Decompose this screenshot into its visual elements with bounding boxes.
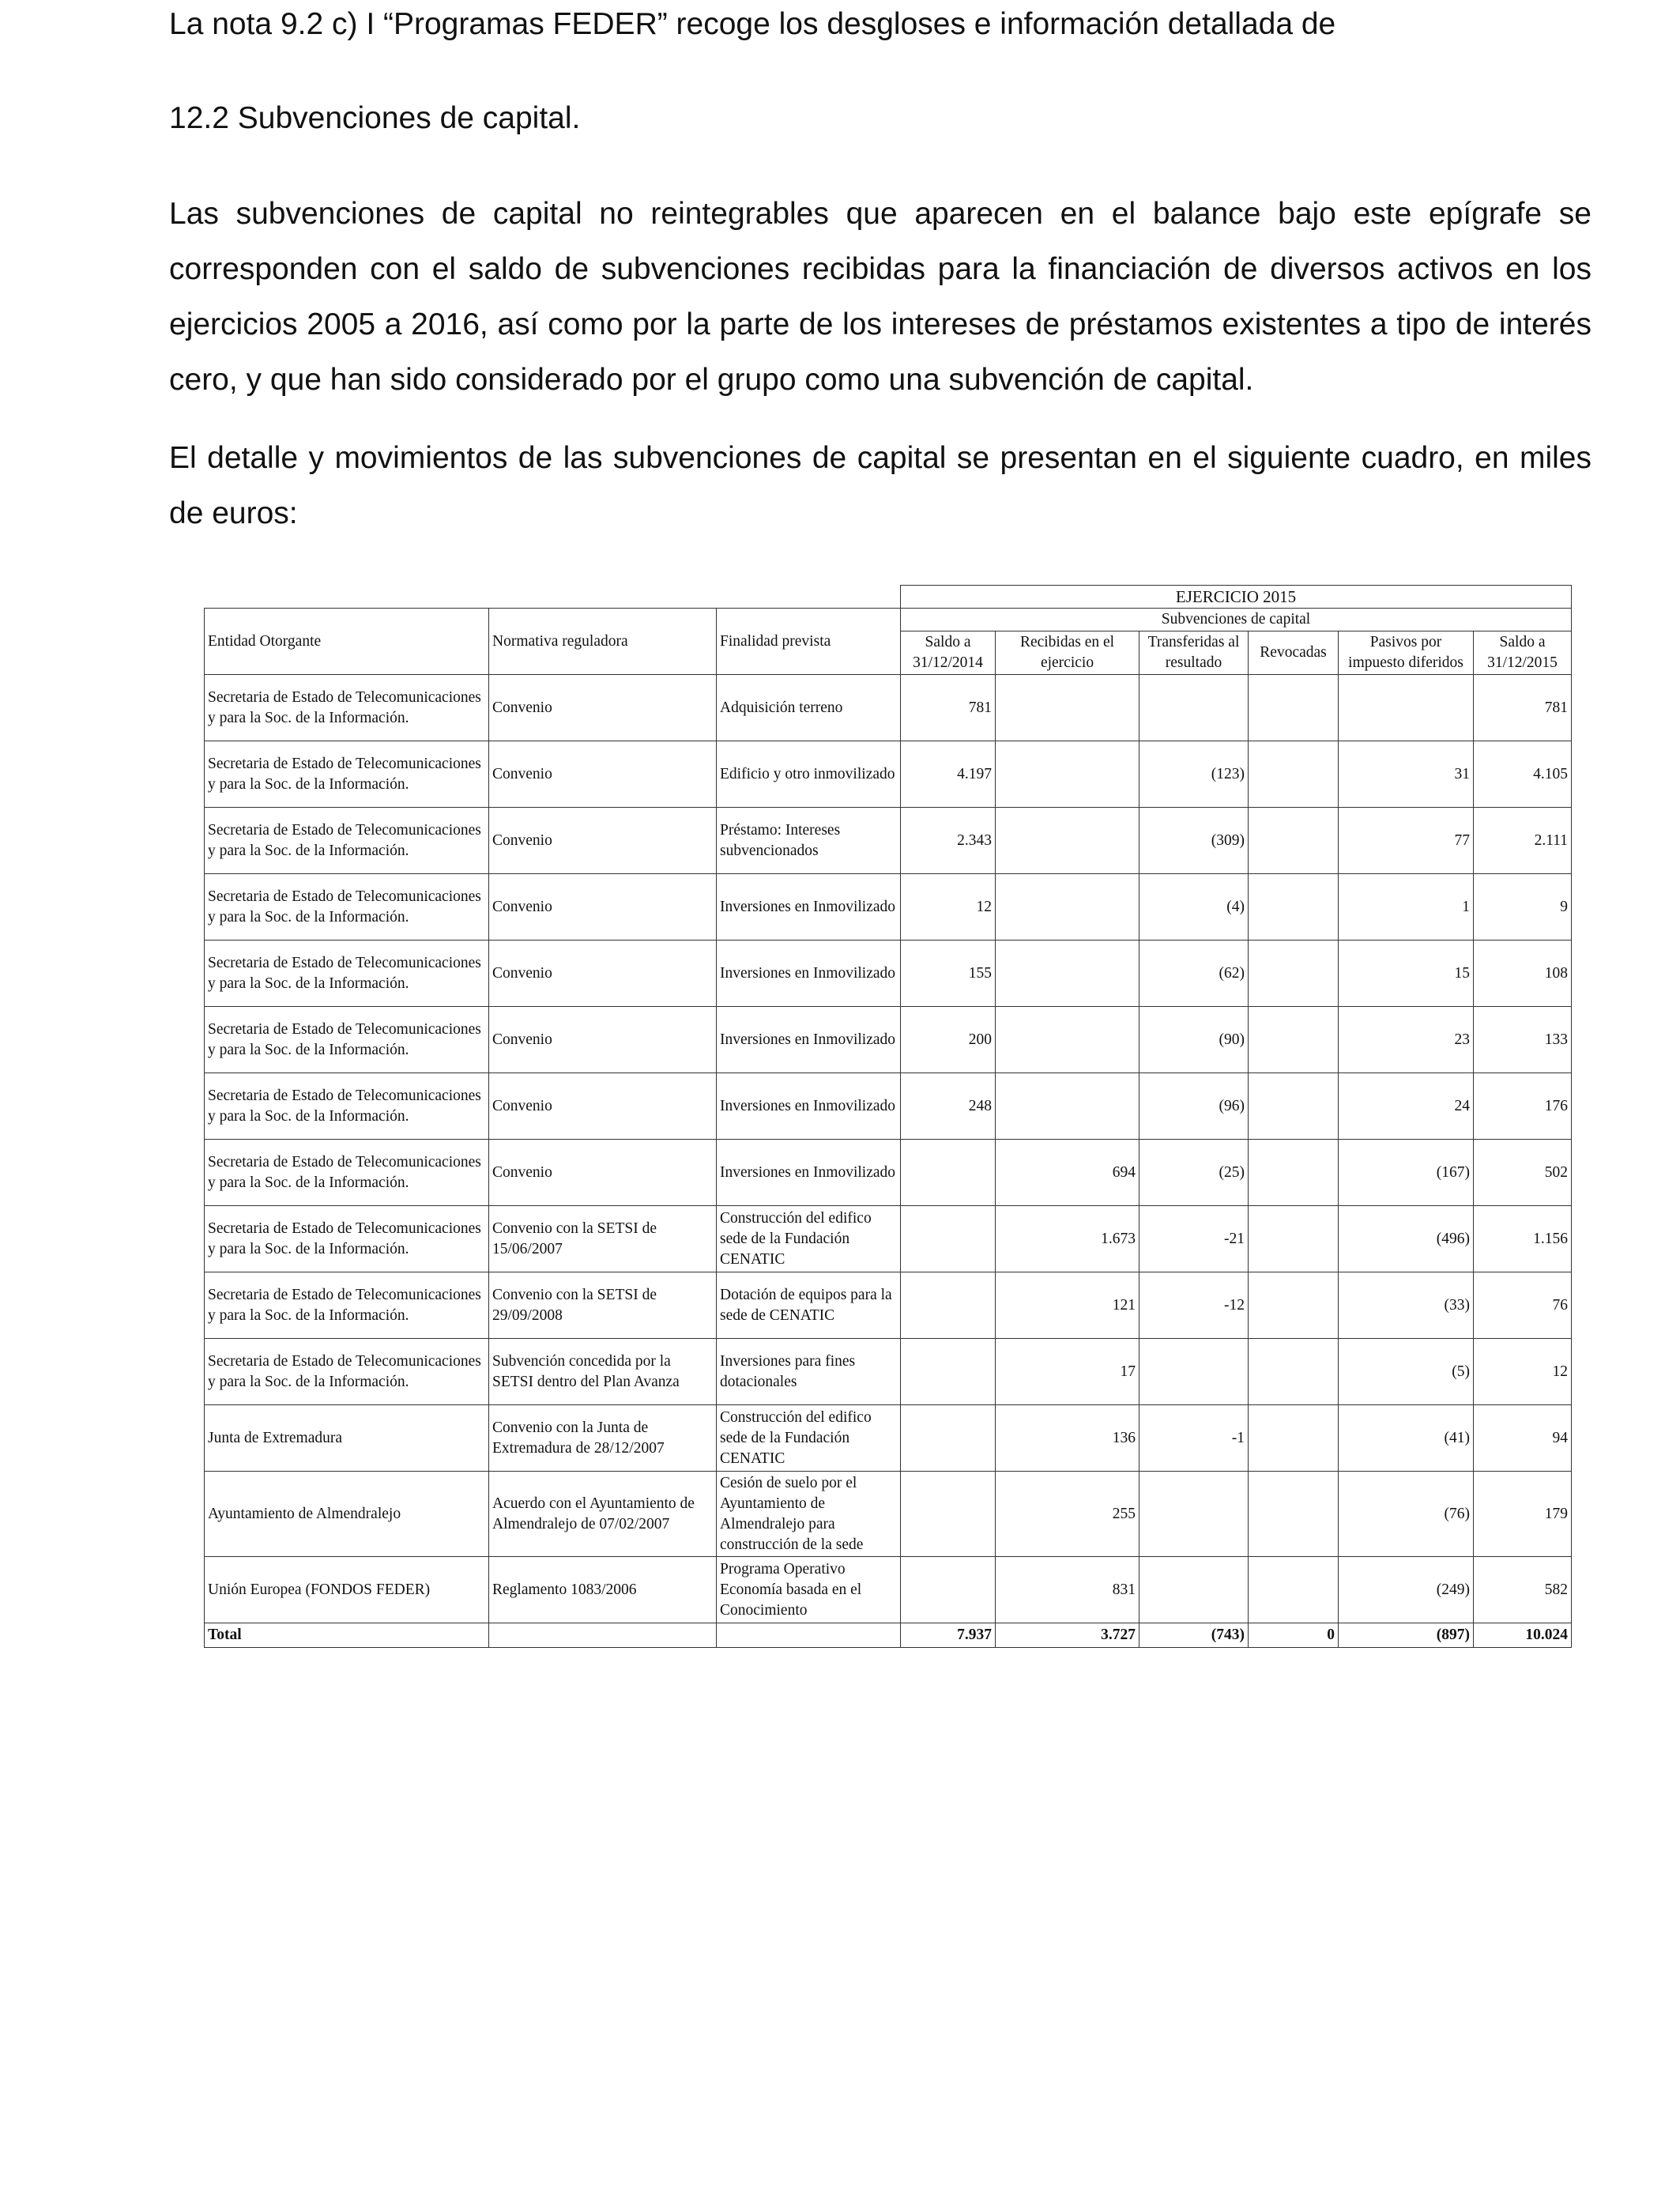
- cell-saldo-fin: 2.111: [1474, 808, 1572, 874]
- cell-pasivos: (33): [1339, 1272, 1474, 1339]
- cell-revocadas: [1249, 1405, 1339, 1472]
- cell-saldo-fin: 133: [1474, 1007, 1572, 1073]
- cell-finalidad: Adquisición terreno: [717, 675, 901, 741]
- total-label: Total: [205, 1623, 489, 1648]
- cell-transferidas: -21: [1139, 1206, 1249, 1272]
- cell-recibidas: [996, 675, 1139, 741]
- cell-saldo-ini: 12: [901, 874, 996, 941]
- cell-saldo-fin: 781: [1474, 675, 1572, 741]
- cell-entidad: Secretaria de Estado de Telecomunicaciones y para la Soc. de la Información.: [205, 941, 489, 1007]
- cell-normativa: Subvención concedida por la SETSI dentro del Plan Avanza: [489, 1339, 717, 1405]
- cell-saldo-fin: 179: [1474, 1472, 1572, 1557]
- cell-transferidas: (4): [1139, 874, 1249, 941]
- cell-normativa: Convenio con la Junta de Extremadura de 28/12/2007: [489, 1405, 717, 1472]
- total-revocadas: 0: [1249, 1623, 1339, 1648]
- cell-entidad: Secretaria de Estado de Telecomunicaciones y para la Soc. de la Información.: [205, 874, 489, 941]
- cell-finalidad: Inversiones en Inmovilizado: [717, 1007, 901, 1073]
- cell-finalidad: Dotación de equipos para la sede de CENATIC: [717, 1272, 901, 1339]
- cell-recibidas: [996, 1073, 1139, 1140]
- cell-entidad: Ayuntamiento de Almendralejo: [205, 1472, 489, 1557]
- cell-normativa: Acuerdo con el Ayuntamiento de Almendralejo de 07/02/2007: [489, 1472, 717, 1557]
- cell-entidad: Secretaria de Estado de Telecomunicaciones y para la Soc. de la Información.: [205, 1339, 489, 1405]
- cell-finalidad: Inversiones en Inmovilizado: [717, 941, 901, 1007]
- cell-transferidas: (123): [1139, 741, 1249, 808]
- cell-normativa: Convenio: [489, 941, 717, 1007]
- cell-finalidad: Inversiones para fines dotacionales: [717, 1339, 901, 1405]
- cell-recibidas: 17: [996, 1339, 1139, 1405]
- total-recibidas: 3.727: [996, 1623, 1139, 1648]
- cell-saldo-fin: 1.156: [1474, 1206, 1572, 1272]
- cell-revocadas: [1249, 1073, 1339, 1140]
- intro-paragraph: La nota 9.2 c) I “Programas FEDER” recoge los desgloses e información detallada de: [169, 7, 1336, 41]
- cell-entidad: Unión Europea (FONDOS FEDER): [205, 1557, 489, 1623]
- cell-saldo-ini: 781: [901, 675, 996, 741]
- cell-pasivos: (5): [1339, 1339, 1474, 1405]
- cell-transferidas: (309): [1139, 808, 1249, 874]
- cell-recibidas: 121: [996, 1272, 1139, 1339]
- cell-saldo-ini: 248: [901, 1073, 996, 1140]
- cell-normativa: Reglamento 1083/2006: [489, 1557, 717, 1623]
- cell-saldo-ini: [901, 1557, 996, 1623]
- cell-finalidad: Construcción del edifico sede de la Fundación CENATIC: [717, 1405, 901, 1472]
- total-row: [205, 1623, 1572, 1648]
- table-row: [205, 1405, 1572, 1472]
- col-header-saldo-fin: Saldo a 31/12/2015: [1474, 631, 1572, 675]
- cell-normativa: Convenio: [489, 675, 717, 741]
- cell-saldo-fin: 9: [1474, 874, 1572, 941]
- cell-finalidad: Edificio y otro inmovilizado: [717, 741, 901, 808]
- cell-normativa: Convenio: [489, 1140, 717, 1206]
- cell-recibidas: [996, 808, 1139, 874]
- capital-grants-table: [204, 585, 1572, 1648]
- cell-normativa: Convenio con la SETSI de 29/09/2008: [489, 1272, 717, 1339]
- cell-recibidas: 136: [996, 1405, 1139, 1472]
- cell-pasivos: 31: [1339, 741, 1474, 808]
- cell-saldo-fin: 94: [1474, 1405, 1572, 1472]
- cell-entidad: Secretaria de Estado de Telecomunicaciones y para la Soc. de la Información.: [205, 1073, 489, 1140]
- table-row: [205, 874, 1572, 941]
- table-row: [205, 1007, 1572, 1073]
- cell-transferidas: [1139, 1557, 1249, 1623]
- cell-transferidas: (96): [1139, 1073, 1249, 1140]
- cell-pasivos: (496): [1339, 1206, 1474, 1272]
- cell-recibidas: [996, 1007, 1139, 1073]
- cell-revocadas: [1249, 941, 1339, 1007]
- table-row: [205, 1557, 1572, 1623]
- grants-group-header: Subvenciones de capital: [901, 609, 1572, 631]
- cell-saldo-ini: [901, 1339, 996, 1405]
- cell-saldo-ini: 200: [901, 1007, 996, 1073]
- cell-saldo-fin: 108: [1474, 941, 1572, 1007]
- table-row: [205, 675, 1572, 741]
- cell-recibidas: [996, 874, 1139, 941]
- body-paragraph: Las subvenciones de capital no reintegrables que aparecen en el balance bajo este epígrafe se corresponden con el saldo de subvenciones recibidas para la financiación de diversos activos en los ejercicios 2005 a 2016, así como por la parte de los intereses de préstamos existentes a tipo de interés cero, y que han sido considerado por el grupo como una subvención de capital.: [169, 197, 1591, 397]
- cell-saldo-ini: [901, 1472, 996, 1557]
- table-row: [205, 1339, 1572, 1405]
- cell-finalidad: Préstamo: Intereses subvencionados: [717, 808, 901, 874]
- cell-saldo-ini: [901, 1206, 996, 1272]
- cell-revocadas: [1249, 1007, 1339, 1073]
- cell-saldo-ini: 2.343: [901, 808, 996, 874]
- table-row: [205, 1073, 1572, 1140]
- table-row: [205, 1272, 1572, 1339]
- cell-saldo-fin: 4.105: [1474, 741, 1572, 808]
- cell-recibidas: [996, 941, 1139, 1007]
- table-row: [205, 1206, 1572, 1272]
- cell-pasivos: 23: [1339, 1007, 1474, 1073]
- cell-saldo-fin: 176: [1474, 1073, 1572, 1140]
- cell-normativa: Convenio: [489, 1007, 717, 1073]
- cell-entidad: Secretaria de Estado de Telecomunicaciones y para la Soc. de la Información.: [205, 675, 489, 741]
- col-header-saldo-ini: Saldo a 31/12/2014: [901, 631, 996, 675]
- col-header-pasivos: Pasivos por impuesto diferidos: [1339, 631, 1474, 675]
- cell-pasivos: (41): [1339, 1405, 1474, 1472]
- cell-transferidas: (62): [1139, 941, 1249, 1007]
- cell-saldo-ini: [901, 1272, 996, 1339]
- cell-transferidas: [1139, 1472, 1249, 1557]
- cell-revocadas: [1249, 874, 1339, 941]
- cell-revocadas: [1249, 1472, 1339, 1557]
- body-paragraph-detail: El detalle y movimientos de las subvenciones de capital se presentan en el siguiente cuadro, en miles de euros:: [169, 441, 1591, 530]
- cell-pasivos: (167): [1339, 1140, 1474, 1206]
- cell-entidad: Secretaria de Estado de Telecomunicaciones y para la Soc. de la Información.: [205, 808, 489, 874]
- cell-revocadas: [1249, 741, 1339, 808]
- cell-transferidas: -12: [1139, 1272, 1249, 1339]
- cell-pasivos: [1339, 675, 1474, 741]
- col-header-entidad: Entidad Otorgante: [205, 609, 489, 675]
- table-row: [205, 1140, 1572, 1206]
- cell-saldo-ini: 4.197: [901, 741, 996, 808]
- cell-recibidas: 255: [996, 1472, 1139, 1557]
- cell-recibidas: 831: [996, 1557, 1139, 1623]
- cell-entidad: Secretaria de Estado de Telecomunicaciones y para la Soc. de la Información.: [205, 1007, 489, 1073]
- cell-finalidad: Cesión de suelo por el Ayuntamiento de Almendralejo para construcción de la sede: [717, 1472, 901, 1557]
- cell-transferidas: [1139, 675, 1249, 741]
- cell-pasivos: (249): [1339, 1557, 1474, 1623]
- cell-transferidas: [1139, 1339, 1249, 1405]
- table-row: [205, 741, 1572, 808]
- cell-transferidas: (25): [1139, 1140, 1249, 1206]
- cell-finalidad: Programa Operativo Economía basada en el Conocimiento: [717, 1557, 901, 1623]
- cell-saldo-fin: 582: [1474, 1557, 1572, 1623]
- cell-revocadas: [1249, 1557, 1339, 1623]
- cell-saldo-ini: [901, 1140, 996, 1206]
- cell-entidad: Secretaria de Estado de Telecomunicaciones y para la Soc. de la Información.: [205, 1206, 489, 1272]
- cell-saldo-fin: 76: [1474, 1272, 1572, 1339]
- cell-revocadas: [1249, 1140, 1339, 1206]
- cell-saldo-ini: [901, 1405, 996, 1472]
- cell-normativa: Convenio: [489, 741, 717, 808]
- fiscal-year-header: EJERCICIO 2015: [901, 586, 1572, 609]
- total-saldo-ini: 7.937: [901, 1623, 996, 1648]
- cell-revocadas: [1249, 1339, 1339, 1405]
- col-header-finalidad: Finalidad prevista: [717, 609, 901, 675]
- cell-entidad: Secretaria de Estado de Telecomunicaciones y para la Soc. de la Información.: [205, 1140, 489, 1206]
- cell-saldo-ini: 155: [901, 941, 996, 1007]
- cell-saldo-fin: 12: [1474, 1339, 1572, 1405]
- total-saldo-fin: 10.024: [1474, 1623, 1572, 1648]
- cell-entidad: Junta de Extremadura: [205, 1405, 489, 1472]
- col-header-recibidas: Recibidas en el ejercicio: [996, 631, 1139, 675]
- table-row: [205, 808, 1572, 874]
- cell-finalidad: Inversiones en Inmovilizado: [717, 1140, 901, 1206]
- table-row: [205, 941, 1572, 1007]
- cell-normativa: Convenio: [489, 874, 717, 941]
- cell-recibidas: 1.673: [996, 1206, 1139, 1272]
- cell-recibidas: 694: [996, 1140, 1139, 1206]
- cell-normativa: Convenio: [489, 1073, 717, 1140]
- cell-entidad: Secretaria de Estado de Telecomunicaciones y para la Soc. de la Información.: [205, 741, 489, 808]
- cell-pasivos: 77: [1339, 808, 1474, 874]
- cell-entidad: Secretaria de Estado de Telecomunicaciones y para la Soc. de la Información.: [205, 1272, 489, 1339]
- cell-transferidas: -1: [1139, 1405, 1249, 1472]
- cell-revocadas: [1249, 1272, 1339, 1339]
- cell-finalidad: Inversiones en Inmovilizado: [717, 1073, 901, 1140]
- cell-revocadas: [1249, 675, 1339, 741]
- cell-revocadas: [1249, 1206, 1339, 1272]
- section-heading: 12.2 Subvenciones de capital.: [169, 101, 581, 135]
- total-pasivos: (897): [1339, 1623, 1474, 1648]
- cell-finalidad: Construcción del edifico sede de la Fundación CENATIC: [717, 1206, 901, 1272]
- col-header-revocadas: Revocadas: [1249, 631, 1339, 675]
- cell-pasivos: 1: [1339, 874, 1474, 941]
- cell-pasivos: (76): [1339, 1472, 1474, 1557]
- total-transferidas: (743): [1139, 1623, 1249, 1648]
- cell-pasivos: 15: [1339, 941, 1474, 1007]
- cell-normativa: Convenio con la SETSI de 15/06/2007: [489, 1206, 717, 1272]
- cell-normativa: Convenio: [489, 808, 717, 874]
- cell-recibidas: [996, 741, 1139, 808]
- col-header-normativa: Normativa reguladora: [489, 609, 717, 675]
- cell-pasivos: 24: [1339, 1073, 1474, 1140]
- cell-revocadas: [1249, 808, 1339, 874]
- cell-finalidad: Inversiones en Inmovilizado: [717, 874, 901, 941]
- cell-transferidas: (90): [1139, 1007, 1249, 1073]
- col-header-transferidas: Transferidas al resultado: [1139, 631, 1249, 675]
- cell-saldo-fin: 502: [1474, 1140, 1572, 1206]
- table-row: [205, 1472, 1572, 1557]
